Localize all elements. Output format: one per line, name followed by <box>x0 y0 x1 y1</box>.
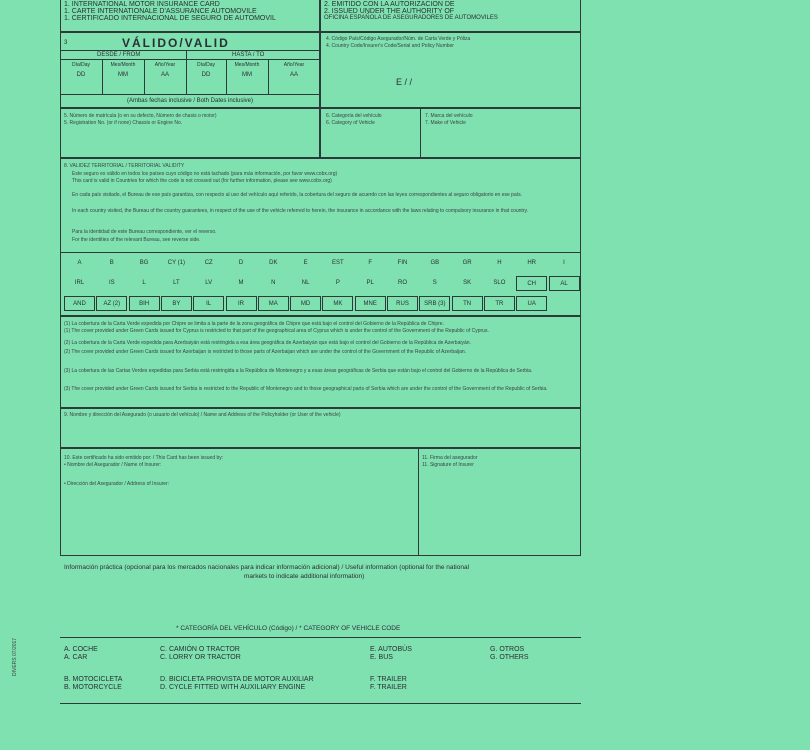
col-code-6: AA <box>289 72 298 78</box>
make-label-2: 7. Make of Vehicle <box>425 120 466 126</box>
country-code-s: S <box>432 280 437 286</box>
info-line-1: Información práctica (opcional para los mercados nacionales para indicar información adicional) / Useful information (optional for the national <box>64 564 470 571</box>
col-code-1: DD <box>76 72 86 78</box>
country-code-hr: HR <box>527 260 537 266</box>
card-title-3: 1. CERTIFICADO INTERNACIONAL DE SEGURO DE AUTOMOVIL <box>64 15 276 22</box>
country-code-nl: NL <box>301 280 310 286</box>
cat-a-en: A. CAR <box>64 654 88 661</box>
category-title: * CATEGORÍA DEL VEHÍCULO (Código) / * CATEGORY OF VEHICLE CODE <box>176 625 401 632</box>
cat-d-en: D. CYCLE FITTED WITH AUXILIARY ENGINE <box>160 684 306 691</box>
validity-title: VÁLIDO/VALID <box>122 36 230 50</box>
col-head-3: Año/Year <box>154 62 176 68</box>
country-code-h: H <box>497 260 502 266</box>
country-code-b: B <box>109 260 114 266</box>
territorial-p1: Este seguro es válido en todos los países cuyo código no está tachado (para más información, por favor www.cobx.org) <box>72 171 338 177</box>
territorial-p6: For the identities of the relevant Bureau, see reverse side. <box>72 237 201 243</box>
territorial-p4: In each country visited, the Bureau of the country guarantees, in respect of the use of the vehicle referred to herein, the insurance in accordance with the laws relating to compulsory insurance in that country. <box>72 208 528 214</box>
col-code-5: MM <box>242 72 252 78</box>
country-code-mne: MNE <box>355 296 386 311</box>
country-code-il: IL <box>193 296 224 311</box>
policyholder-label: 9. Nombre y dirección del Asegurado (o usuario del vehículo) / Name and Address of the Policyholder (or User of the vehicle) <box>64 412 341 418</box>
country-code-md: MD <box>290 296 321 311</box>
col-code-4: DD <box>201 72 211 78</box>
country-code-ua: UA <box>516 296 547 311</box>
issuer-address: • Dirección del Asegurador / Address of Insurer: <box>64 481 170 487</box>
code-value: E / / <box>396 77 413 87</box>
cat-label-2: 6. Category of Vehicle <box>326 120 375 126</box>
col-head-5: Mes/Month <box>234 62 260 68</box>
cat-e-es: E. AUTOBÚS <box>370 646 412 653</box>
issuer-line-2: • Nombre del Asegurador / Name of Insurer: <box>64 462 162 468</box>
col-head-6: Año/Year <box>283 62 305 68</box>
cat-c-en: C. LORRY OR TRACTOR <box>160 654 241 661</box>
country-code-ro: RO <box>398 280 407 286</box>
authority-3: OFICINA ESPAÑOLA DE ASEGURADORES DE AUTOMOVILES <box>324 15 498 21</box>
issuer-line-1: 10. Este certificado ha sido emitido por: / This Card has been issued by: <box>64 455 224 461</box>
country-code-al: AL <box>549 276 580 291</box>
country-code-dk: DK <box>269 260 278 266</box>
cat-g-en: G. OTHERS <box>490 654 529 661</box>
col-head-2: Mes/Month <box>110 62 136 68</box>
country-code-by: BY <box>161 296 192 311</box>
code-line-1: 4. Código País/Código Asegurador/Núm. de Carta Verde y Póliza <box>326 36 471 42</box>
cat-f-en: F. TRAILER <box>370 684 407 691</box>
cat-d-es: D. BICICLETA PROVISTA DE MOTOR AUXILIAR <box>160 676 314 683</box>
country-code-gr: GR <box>462 260 472 266</box>
country-code-a: A <box>77 260 82 266</box>
cat-b-es: B. MOTOCICLETA <box>64 676 123 683</box>
territorial-p3: En cada país visitado, el Bureau de ese país garantiza, con respecto al uso del vehículo aquí referido, la cobertura del seguro de acuerdo con las leyes correspondientes al seguro obligatorio en ese país. <box>72 192 523 198</box>
country-code-az2: AZ (2) <box>96 296 127 311</box>
reg-label-2: 5. Registration No. (or if none) Chassis or Engine No. <box>64 120 183 126</box>
validity-number: 3 <box>64 40 68 46</box>
country-code-gb: GB <box>430 260 440 266</box>
country-code-rus: RUS <box>387 296 418 311</box>
country-code-f: F <box>368 260 373 266</box>
country-code-is: IS <box>108 280 115 286</box>
note-1b: (1) The cover provided under Green Cards issued for Cyprus is restricted to that part of the geographical area of Cyprus which is under the control of the Government of the Republic of Cyprus. <box>64 328 489 334</box>
territorial-p2: This card is valid in Countries for which the code is not crossed out (for further information, please see www.cobx.org) <box>72 178 332 184</box>
cat-label-1: 6. Categoría del vehículo <box>326 113 382 119</box>
country-code-d: D <box>238 260 244 266</box>
to-label: HASTA / TO <box>232 52 265 58</box>
country-code-e: E <box>303 260 308 266</box>
cat-e-en: E. BUS <box>370 654 393 661</box>
territorial-heading: 8. VALIDEZ TERRITORIAL / TERRITORIAL VALIDITY <box>64 163 185 169</box>
country-code-m: M <box>238 280 244 286</box>
country-code-ch: CH <box>516 276 547 291</box>
make-label-1: 7. Marca del vehículo <box>425 113 473 119</box>
country-code-sk: SK <box>463 280 472 286</box>
territorial-p5: Para la identidad de este Bureau correspondiente, ver el reverso. <box>72 229 217 235</box>
authority-2: 2. ISSUED UNDER THE AUTHORITY OF <box>324 8 455 15</box>
note-2b: (2) The cover provided under Green Cards issued for Azerbaijan is restricted to those parts of Azerbaijan which are under the control of the Government of the Republic of Azerbaijan. <box>64 349 467 355</box>
col-head-4: Día/Day <box>196 62 216 68</box>
country-code-fin: FIN <box>397 260 408 266</box>
country-code-lt: LT <box>173 280 180 286</box>
country-code-ma: MA <box>258 296 289 311</box>
note-3a: (3) La cobertura de las Cartas Verdes expedidas para Serbia está restringida a la República de Montenegro y a esas áreas geográficas de Serbia que están bajo el control del Gobierno de la República de Serbia. <box>64 368 533 374</box>
col-head-1: Día/Day <box>71 62 91 68</box>
col-code-3: AA <box>160 72 169 78</box>
col-code-2: MM <box>118 72 128 78</box>
validity-note: (Ambas fechas inclusive / Both Dates inclusive) <box>126 98 254 104</box>
country-code-cz: CZ <box>204 260 213 266</box>
country-code-pl: PL <box>366 280 374 286</box>
country-code-n: N <box>271 280 276 286</box>
country-code-mk: MK <box>322 296 353 311</box>
country-code-est: EST <box>332 260 344 266</box>
info-line-2: markets to indicate additional information) <box>244 573 365 580</box>
country-code-l: L <box>142 280 146 286</box>
country-code-cy1: CY (1) <box>167 260 185 266</box>
note-2a: (2) La cobertura de la Carta Verde expedida para Azerbaiyán está restringida a esa área geográfica de Azerbaiyán que está bajo el control del Gobierno de la República de Azerbaiyán. <box>64 340 471 346</box>
country-code-bg: BG <box>139 260 149 266</box>
signature-2: 11. Signature of Insurer <box>422 462 474 468</box>
authority-1: 2. EMITIDO CON LA AUTORIZACION DE <box>324 1 455 8</box>
note-3b: (3) The cover provided under Green Cards issued for Serbia is restricted to the Republic of Montenegro and to those geographical parts of Serbia which are under the control of the Government of the Republic of Serbia. <box>64 386 548 392</box>
country-code-i: I <box>563 260 565 266</box>
cat-g-es: G. OTROS <box>490 646 525 653</box>
country-code-irl: IRL <box>74 280 85 286</box>
cat-c-es: C. CAMIÓN O TRACTOR <box>160 646 240 653</box>
note-1a: (1) La cobertura de la Carta Verde expedida por Chipre se limita a la parte de la zona geográfica de Chipre que está bajo el control del Gobierno de la República de Chipre. <box>64 321 444 327</box>
cat-f-es: F. TRAILER <box>370 676 407 683</box>
country-code-lv: LV <box>205 280 213 286</box>
card-title-2: 1. CARTE INTERNATIONALE D'ASSURANCE AUTOMOVILE <box>64 8 257 15</box>
country-code-and: AND <box>64 296 95 311</box>
country-code-slo: SLO <box>493 280 506 286</box>
country-code-tr: TR <box>484 296 515 311</box>
country-code-bih: BIH <box>129 296 160 311</box>
cat-a-es: A. COCHE <box>64 646 98 653</box>
country-code-tn: TN <box>452 296 483 311</box>
country-code-p: P <box>335 280 340 286</box>
cat-b-en: B. MOTORCYCLE <box>64 684 122 691</box>
signature-1: 11. Firma del asegurador <box>422 455 478 461</box>
code-line-2: 4. Country Code/Insurer's Code/Serial and Policy Number <box>326 43 454 49</box>
reg-label-1: 5. Número de matrícula (o en su defecto, Número de chasis o motor) <box>64 113 217 119</box>
country-code-ir: IR <box>226 296 257 311</box>
card-title-1: 1. INTERNATIONAL MOTOR INSURANCE CARD <box>64 1 220 8</box>
side-code: DIVERS 07/2017 <box>12 637 18 676</box>
from-label: DESDE / FROM <box>97 52 141 58</box>
country-code-srb3: SRB (3) <box>419 296 450 311</box>
